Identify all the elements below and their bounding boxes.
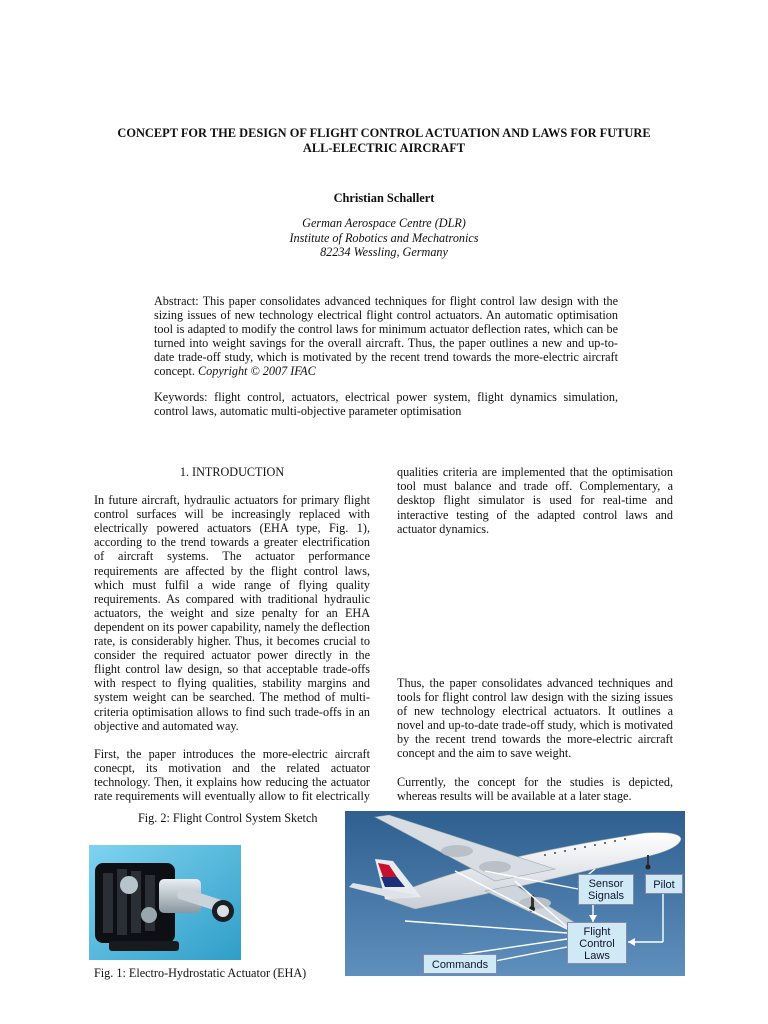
intro-paragraph-2-text: First, the paper introduces the more-electric aircraft conecpt, its motivation and the related actuator technology. Then, it explains how reducing the actuator rate requirements will eventually allow to fit electrically <box>94 746 370 803</box>
sensor-label-line1: Sensor <box>588 878 624 890</box>
paper-title-line1: CONCEPT FOR THE DESIGN OF FLIGHT CONTROL ACTUATION AND LAWS FOR FUTURE <box>117 126 651 140</box>
flight-control-laws-label <box>567 922 627 964</box>
affiliation-line3: 82234 Wessling, Germany <box>320 245 448 260</box>
paper-title <box>60 126 708 156</box>
figure-1-eha-image <box>89 845 241 960</box>
commands-label: Commands <box>423 954 497 974</box>
fcl-label-line1: Flight <box>583 926 611 938</box>
section-heading-introduction: 1. INTRODUCTION <box>179 465 285 479</box>
sensor-signals-label <box>578 874 634 905</box>
author-name: Christian Schallert <box>333 191 435 205</box>
left-column <box>94 465 370 803</box>
intro-paragraph-2-continued <box>397 465 673 662</box>
aircraft-illustration <box>345 811 685 976</box>
abstract-copyright: Copyright © 2007 IFAC <box>198 364 316 379</box>
intro-paragraph-3: Thus, the paper consolidates advanced techniques and tools for flight control law design with the sizing issues of new technology electrical actuators. It outlines a novel and up-to-date trade-off study, which is motivated by the recent trend towards the more-electric aircraft concept and the aim to save weight. <box>397 676 673 761</box>
affiliation-line1: German Aerospace Centre (DLR) <box>302 216 466 230</box>
intro-paragraph-2-start <box>94 747 370 803</box>
figure-2-caption: Fig. 2: Flight Control System Sketch <box>138 811 318 825</box>
intro-paragraph-1: In future aircraft, hydraulic actuators for primary flight control surfaces will be increasingly replaced with electrically powered actuators (EHA type, Fig. 1), according to the trend towards a greater electrification of aircraft systems. The actuator performance requirements are affected by the flight control laws, which must fulfil a wide range of flying quality requirements. As compared with traditional hydraulic actuators, the weight and size penalty for an EHA dependent on its power capability, namely the deflection rate, is considerably higher. Thus, it becomes crucial to consider the required actuator power directly in the flight control law design, so that acceptable trade-offs with respect to flying qualities, stability margins and system weight can be searched. The method of multi-criteria optimisation allows to find such trade-offs in an objective and automated way. <box>94 493 370 733</box>
sensor-label-line2: Signals <box>587 890 625 902</box>
abstract-text: Abstract: This paper consolidates advanced techniques for flight control law design with the sizing issues of new technology electrical flight control actuators. An automatic optimisation tool is adapted to modify the control laws for minimum actuator deflection rates, which can be turned into weight savings for the overall aircraft. Thus, the paper outlines a new and up-to-date trade-off study, which is motivated by the recent trend towards the more-electric aircraft concept. <box>154 294 618 379</box>
pilot-label: Pilot <box>645 874 683 894</box>
figure-1-caption: Fig. 1: Electro-Hydrostatic Actuator (EHA) <box>94 966 307 980</box>
right-column <box>397 465 673 817</box>
fcl-label-line3: Laws <box>584 950 610 962</box>
keywords-paragraph: Keywords: flight control, actuators, electrical power system, flight dynamics simulation, control laws, automatic multi-objective parameter optimisation <box>154 389 618 418</box>
affiliation-line2: Institute of Robotics and Mechatronics <box>289 230 479 245</box>
paper-title-line2: ALL-ELECTRIC AIRCRAFT <box>302 141 466 155</box>
abstract-block <box>154 294 618 429</box>
affiliation <box>0 216 768 260</box>
intro-paragraph-4: Currently, the concept for the studies is depicted, whereas results will be available at a later stage. <box>397 774 673 803</box>
fcl-label-line2: Control <box>579 938 615 950</box>
abstract-paragraph <box>154 294 618 379</box>
intro-paragraph-2-flow: qualities criteria are implemented that the optimisation tool must balance and trade off. Complementary, a desktop flight simulator is used for real-time and interactive testing of the adapted control laws and actuator dynamics. <box>397 465 673 536</box>
figure-2-fcs-sketch <box>345 811 685 976</box>
eha-illustration <box>89 845 241 960</box>
